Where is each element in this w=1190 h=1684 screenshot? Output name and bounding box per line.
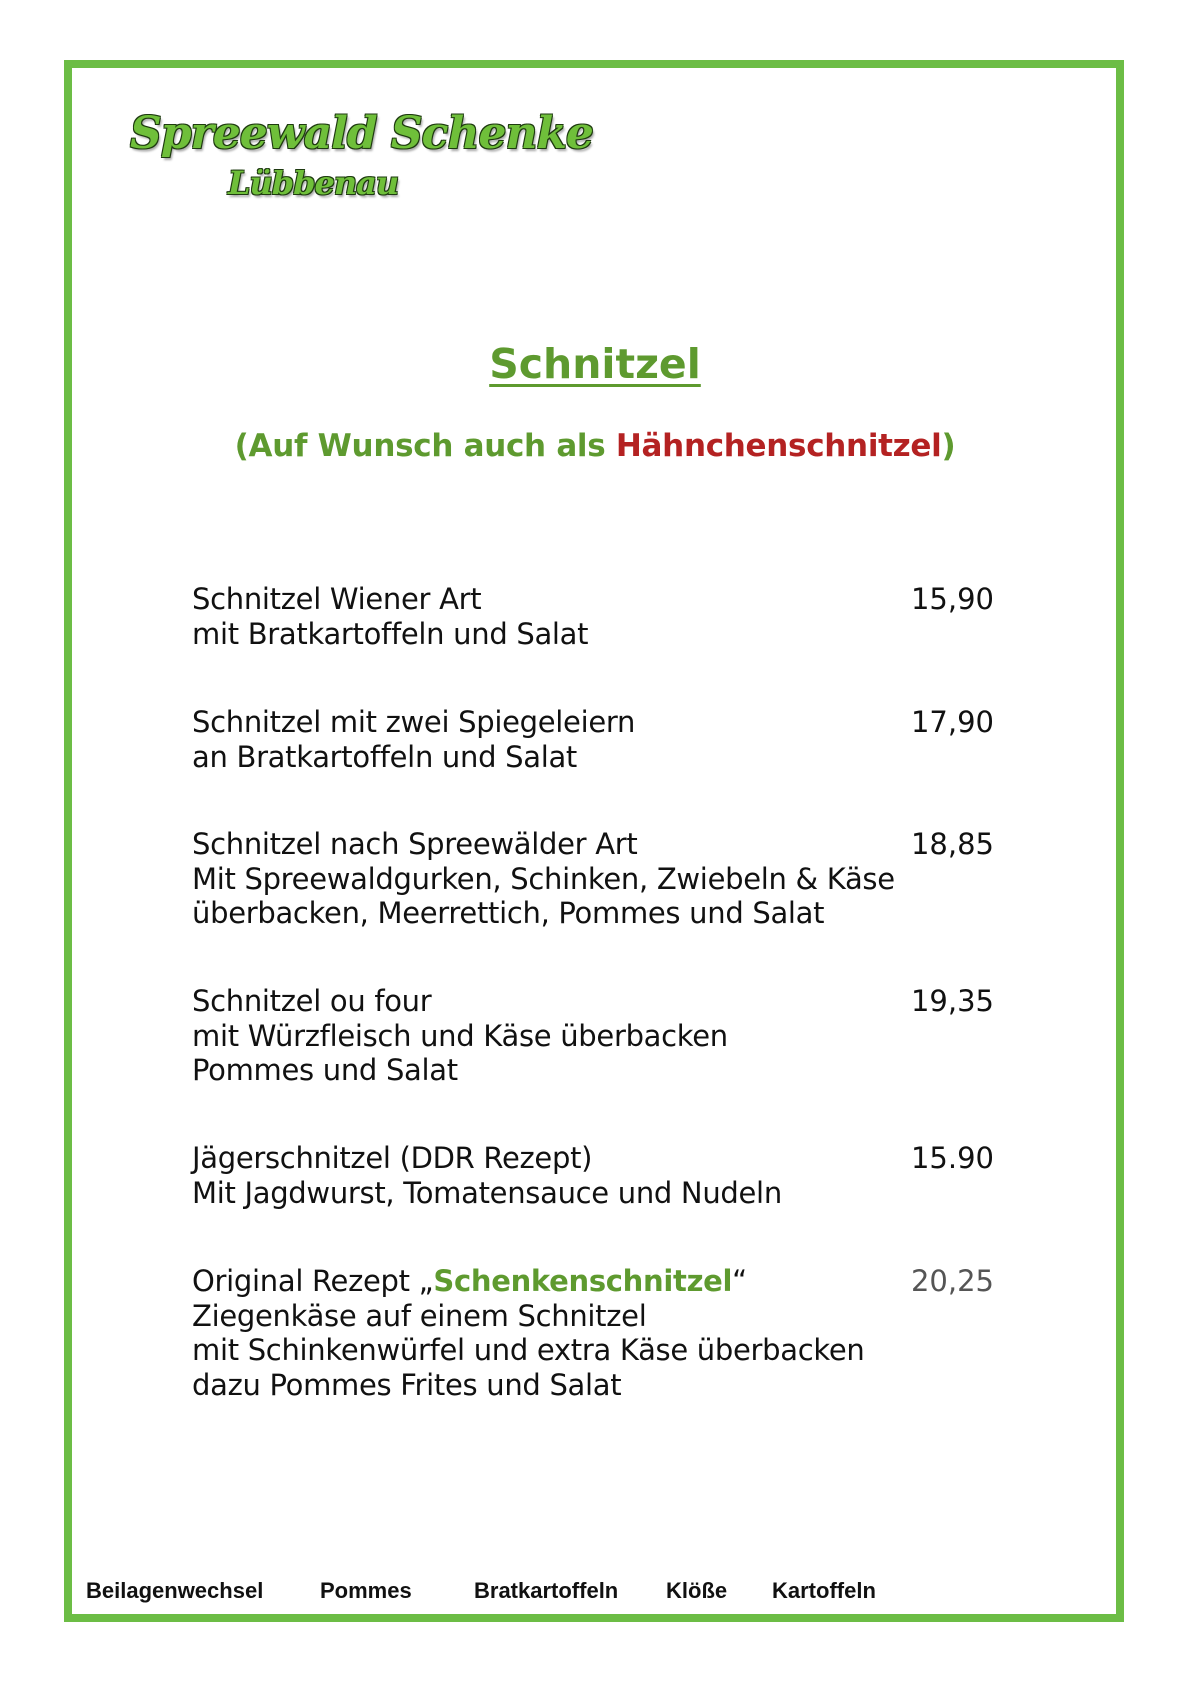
footer-option-kartoffeln: Kartoffeln: [772, 1578, 876, 1603]
item-price: 15,90: [910, 582, 994, 616]
item-price: 17,90: [910, 705, 994, 739]
item-name-suffix: “: [732, 1264, 747, 1298]
item-name: Schnitzel mit zwei Spiegeleiern: [192, 705, 636, 739]
item-desc: Mit Spreewaldgurken, Schinken, Zwiebeln & Käse: [192, 861, 895, 896]
page-title: Schnitzel: [489, 340, 701, 388]
menu-item-ou-four: [192, 984, 1012, 1088]
menu-item-spiegeleier: [192, 705, 1012, 774]
item-name: Schnitzel ou four: [192, 984, 432, 1018]
item-desc: mit Würzfleisch und Käse überbacken: [192, 1018, 728, 1053]
page-subtitle: [0, 428, 1190, 464]
item-desc: Mit Jagdwurst, Tomatensauce und Nudeln: [192, 1175, 782, 1210]
menu-item-spreewaelder-art: [192, 827, 1012, 931]
item-desc: mit Bratkartoffeln und Salat: [192, 616, 589, 651]
item-desc: überbacken, Meerrettich, Pommes und Salat: [192, 896, 825, 930]
item-desc: Pommes und Salat: [192, 1053, 458, 1087]
item-price: 18,85: [910, 827, 994, 861]
item-desc: mit Schinkenwürfel und extra Käse überbacken: [192, 1333, 865, 1367]
item-price: 19,35: [910, 984, 994, 1018]
item-name-highlight: Schenkenschnitzel: [433, 1264, 733, 1298]
footer-option-pommes: Pommes: [320, 1578, 412, 1603]
item-desc: an Bratkartoffeln und Salat: [192, 739, 578, 774]
logo-line-2: Lübbenau: [228, 164, 399, 202]
item-name-prefix: Original Rezept „: [192, 1264, 434, 1298]
subtitle-highlight: Hähnchenschnitzel: [615, 428, 942, 464]
subtitle-suffix: ): [941, 428, 956, 464]
item-desc: Ziegenkäse auf einem Schnitzel: [192, 1298, 647, 1333]
item-name: [192, 1264, 1012, 1299]
item-name: Schnitzel Wiener Art: [192, 582, 482, 616]
item-desc: dazu Pommes Frites und Salat: [192, 1367, 622, 1402]
item-price: 20,25: [910, 1264, 994, 1298]
item-name: Schnitzel nach Spreewälder Art: [192, 827, 638, 861]
menu-item-jaegerschnitzel: [192, 1141, 1012, 1210]
footer-option-bratkartoffeln: Bratkartoffeln: [474, 1578, 619, 1603]
side-dish-footer: [0, 1578, 1190, 1608]
item-name: Jägerschnitzel (DDR Rezept): [192, 1141, 593, 1175]
menu-item-schenkenschnitzel: [192, 1264, 1012, 1402]
restaurant-logo: [130, 108, 593, 208]
subtitle-prefix: (Auf Wunsch auch als: [234, 428, 616, 464]
footer-label-beilagenwechsel: Beilagenwechsel: [86, 1578, 264, 1603]
footer-option-kloesse: Klöße: [666, 1578, 728, 1603]
item-price: 15.90: [910, 1141, 994, 1175]
menu-item-wiener-art: [192, 582, 1012, 651]
logo-line-1: Spreewald Schenke: [130, 108, 593, 159]
